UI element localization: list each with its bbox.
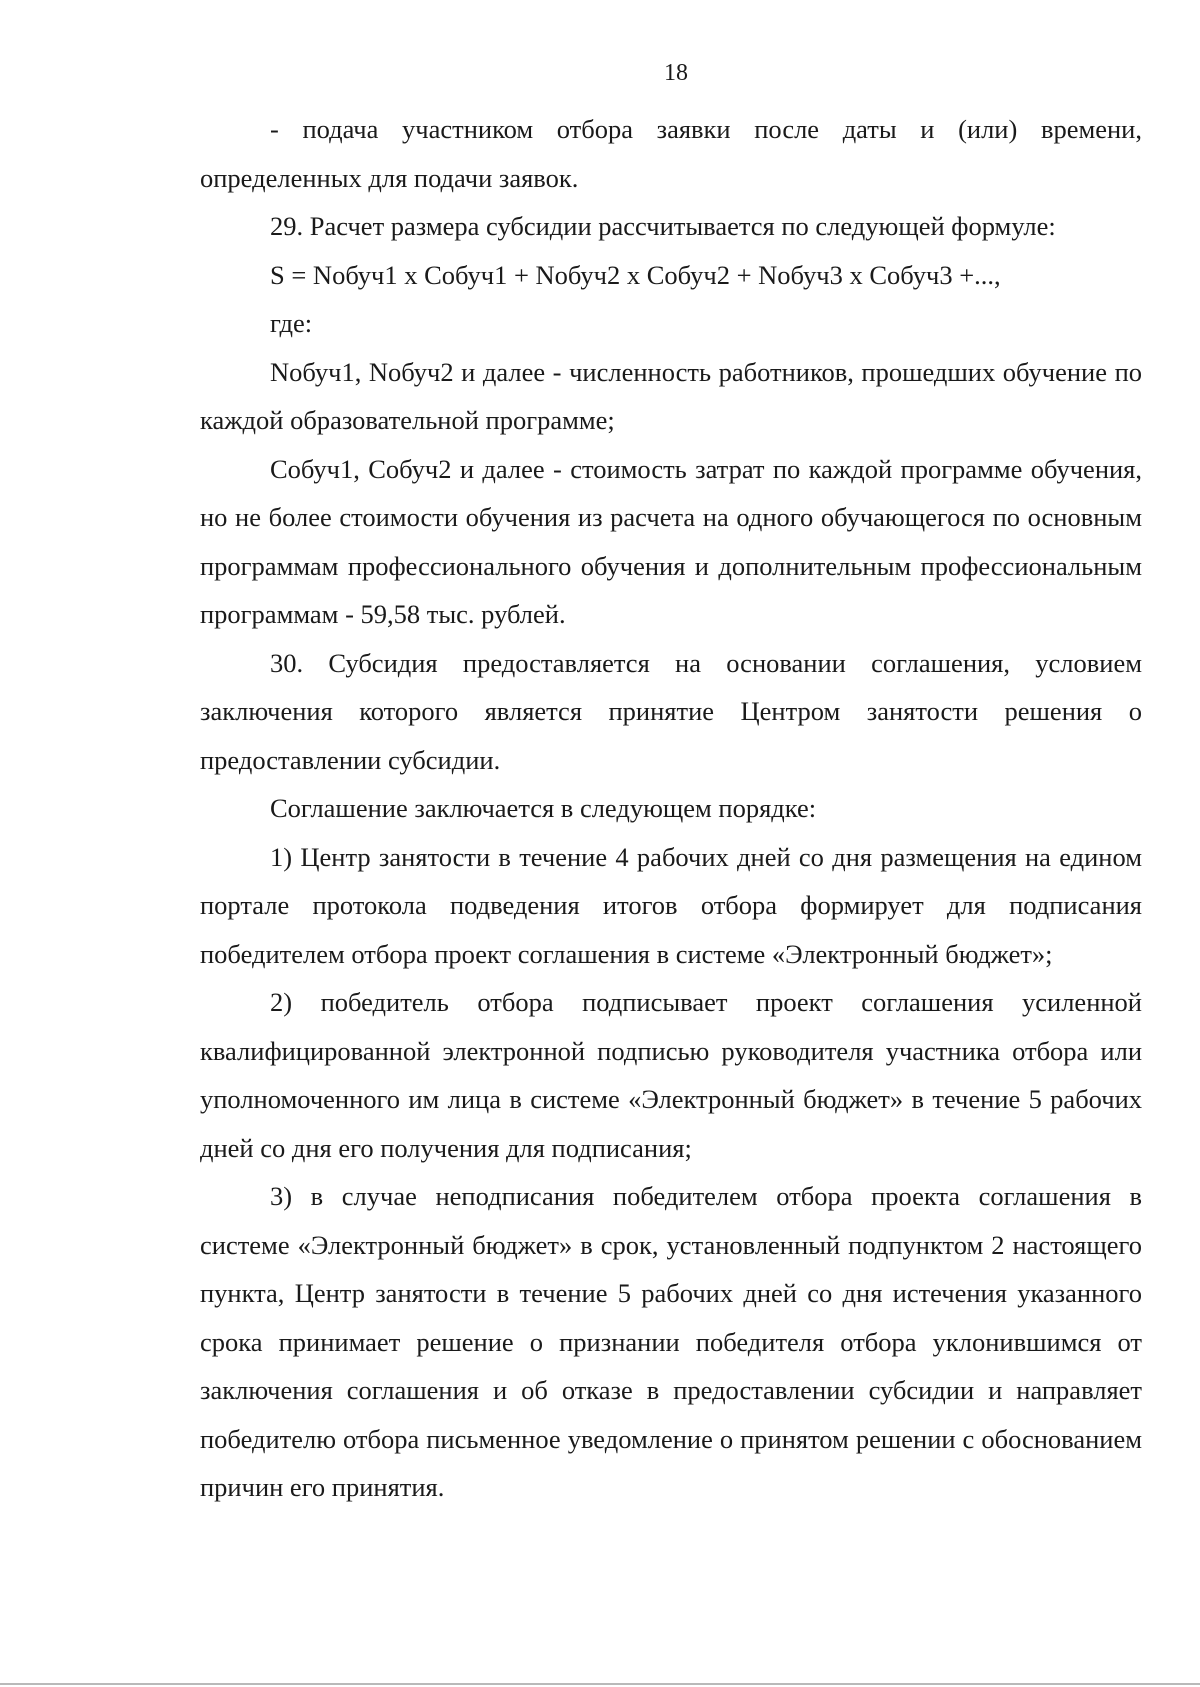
paragraph-subitem-1: 1) Центр занятости в течение 4 рабочих дней со дня размещения на едином портале протокола подведения итогов отбора формирует для подписания победителем отбора проект соглашения в системе «Электронный бюджет»;: [200, 841, 1142, 969]
paragraph-subitem-2: 2) победитель отбора подписывает проект соглашения усиленной квалифицированной электронной подписью руководителя участника отбора или уполномоченного им лица в системе «Электронный бюджет» в течение 5 рабочих дней со дня его получения для подписания;: [200, 987, 1142, 1163]
subsidy-formula: S = Nобуч1 x Cобуч1 + Nобуч2 x Cобуч2 + Nобуч3 x Cобуч3 +...,: [270, 259, 1001, 290]
paragraph-agreement-order: Соглашение заключается в следующем порядке:: [270, 793, 817, 823]
paragraph-n-definition: Nобуч1, Nобуч2 и далее - численность работников, прошедших обучение по каждой образовательной программе;: [200, 356, 1142, 435]
paragraph-subitem-3: 3) в случае неподписания победителем отбора проекта соглашения в системе «Электронный бюджет» в срок, установленный подпунктом 2 настоящего пункта, Центр занятости в течение 5 рабочих дней со дня истечения указанного срока принимает решение о признании победителя отбора уклонившимся от заключения соглашения и об отказе в предоставлении субсидии и направляет победителю отбора письменное уведомление о принятом решении с обоснованием причин его принятия.: [200, 1181, 1142, 1502]
paragraph-c-definition: Cобуч1, Cобуч2 и далее - стоимость затрат по каждой программе обучения, но не более стоимости обучения из расчета на одного обучающегося по основным программам профессионального обучения и дополнительным профессиональным программам - 59,58 тыс. рублей.: [200, 453, 1142, 629]
paragraph-item-30: 30. Субсидия предоставляется на основании соглашения, условием заключения которого является принятие Центром занятости решения о предоставлении субсидии.: [200, 647, 1142, 775]
page-number: 18: [664, 60, 688, 86]
document-body: [200, 105, 1142, 1512]
paragraph-late-application: - подача участником отбора заявки после даты и (или) времени, определенных для подачи заявок.: [200, 114, 1142, 193]
paragraph-item-29: 29. Расчет размера субсидии рассчитывается по следующей формуле:: [270, 211, 1056, 241]
scan-edge-line: [0, 1683, 1200, 1685]
paragraph-where: где:: [270, 308, 313, 338]
